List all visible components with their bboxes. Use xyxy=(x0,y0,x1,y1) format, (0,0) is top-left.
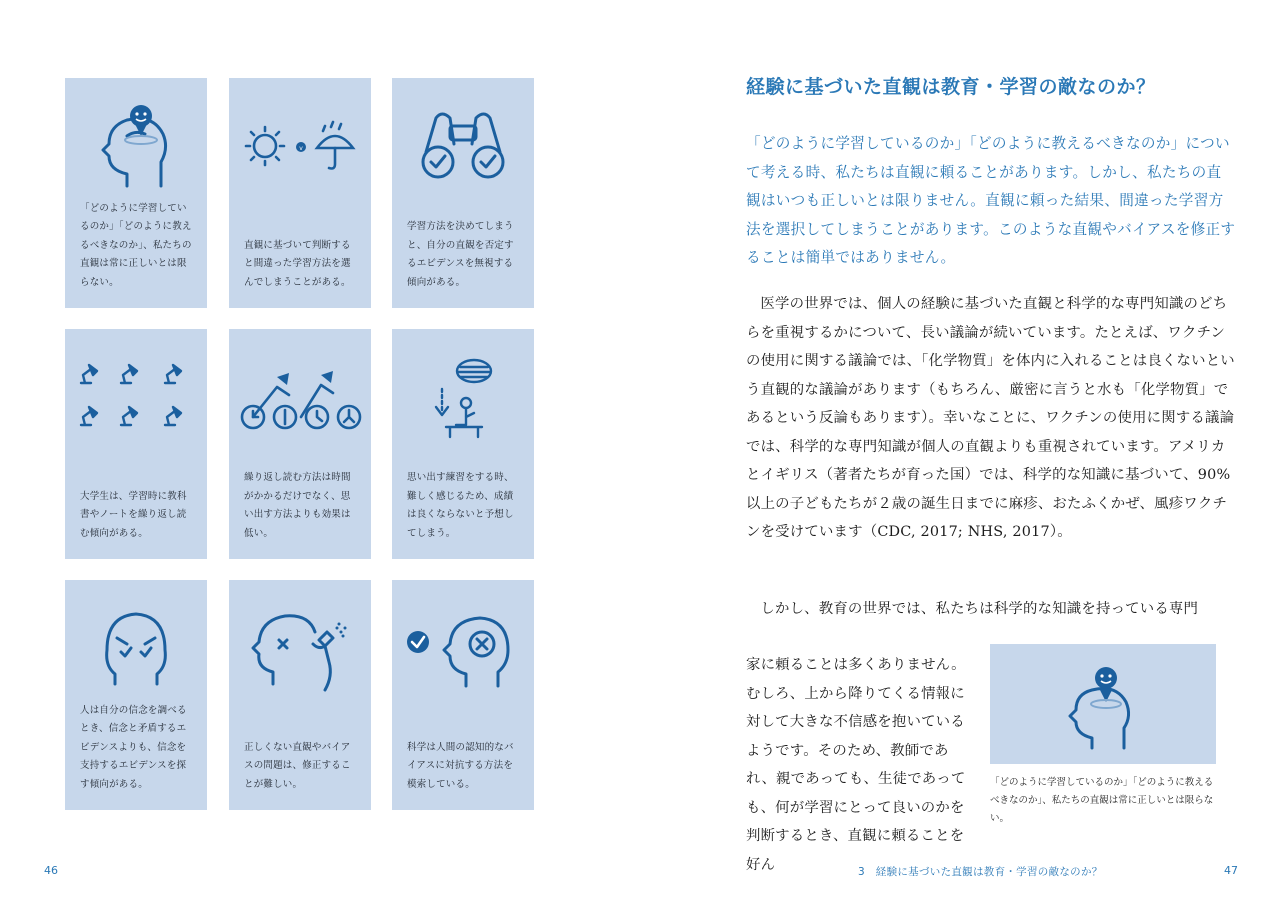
check-and-crossed-head-icon xyxy=(392,580,534,720)
card-9 xyxy=(392,580,534,810)
head-with-pin-icon xyxy=(65,78,207,218)
card-4 xyxy=(65,329,207,559)
card-3 xyxy=(392,78,534,308)
figure xyxy=(990,644,1216,764)
svg-text:v: v xyxy=(299,145,303,152)
card-1 xyxy=(65,78,207,308)
card-caption: 思い出す練習をする時、難しく感じるため、成績は良くならないと予想してしまう。 xyxy=(407,472,514,539)
head-sprayed-icon xyxy=(229,580,371,720)
card-caption: 直観に基づいて判断すると間違った学習方法を選んでしまうことがある。 xyxy=(244,239,351,288)
running-head: 3 経験に基づいた直観は教育・学習の敵なのか？ xyxy=(858,866,1103,878)
sun-vs-umbrella-icon xyxy=(229,78,371,218)
card-caption: 大学生は、学習時に教科書やノートを繰り返し読む傾向がある。 xyxy=(80,490,187,539)
desk-lamps-grid-icon xyxy=(65,329,207,469)
card-7 xyxy=(65,580,207,810)
card-5 xyxy=(229,329,371,559)
card-6 xyxy=(392,329,534,559)
card-caption: 繰り返し読む方法は時間がかかるだけでなく、思い出す方法よりも効果は低い。 xyxy=(244,472,351,539)
card-caption: 人は自分の信念を調べるとき、信念と矛盾するエビデンスよりも、信念を支持するエビデンスを探す傾向がある。 xyxy=(80,704,187,790)
head-with-pin-icon xyxy=(990,644,1216,764)
binoculars-checkmarks-icon xyxy=(392,78,534,218)
figure-caption: 「どのように学習しているのか」「どのように教えるべきなのか」、私たちの直観は常に正しいとは限らない。 xyxy=(990,777,1214,824)
head-with-check-eyes-icon xyxy=(65,580,207,720)
body-paragraph-3: 家に頼ることは多くありません。むしろ、上から降りてくる情報に対して大きな不信感を抱いているようです。そのため、教師であれ、親であっても、生徒であっても、何が学習にとって良いのかを判断するとき、直観に頼ることを好ん xyxy=(746,657,966,873)
thinking-student-at-desk-icon xyxy=(392,329,534,469)
body-paragraph-2: しかし、教育の世界では、私たちは科学的な知識を持っている専門 xyxy=(760,601,1199,617)
card-8 xyxy=(229,580,371,810)
card-caption: 科学は人間の認知的なバイアスに対抗する方法を模索している。 xyxy=(407,741,514,790)
section-heading: 経験に基づいた直観は教育・学習の敵なのか？ xyxy=(746,76,1156,98)
lead-paragraph: 「どのように学習しているのか」「どのように教えるべきなのか」について考える時、私たちは直観に頼ることがあります。しかし、私たちの直観はいつも正しいとは限りません。直観に頼った結果、間違った学習方法を選択してしまうことがあります。このような直観やバイアスを修正することは簡単ではありません。 xyxy=(746,135,1236,266)
body-paragraph-1: 医学の世界では、個人の経験に基づいた直観と科学的な専門知識のどちらを重視するかについて、長い議論が続いています。たとえば、ワクチンの使用に関する議論では、「化学物質」を体内に入れることは良くないという直観的な議論があります（もちろん、厳密に言うと水も「化学物質」であるという反論もあります）。幸いなことに、ワクチンの使用に関する議論では、科学的な専門知識が個人の直観よりも重視されています。アメリカとイギリス（著者たちが育った国）では、科学的な知識に基づいて、90%以上の子どもたちが２歳の誕生日までに麻疹、おたふくかぜ、風疹ワクチンを受けています（CDC, 2017; NHS, 2017）。 xyxy=(746,296,1235,540)
card-caption: 正しくない直観やバイアスの問題は、修正することが難しい。 xyxy=(244,741,351,790)
card-2 xyxy=(229,78,371,308)
lamps-and-clocks-icon xyxy=(229,329,371,469)
page-number-right: 47 xyxy=(1224,864,1238,877)
page-number-left: 46 xyxy=(44,864,58,877)
card-caption: 学習方法を決めてしまうと、自分の直観を否定するエビデンスを無視する傾向がある。 xyxy=(407,221,514,288)
card-caption: 「どのように学習しているのか」「どのように教えるべきなのか」、私たちの直観は常に正しいとは限らない。 xyxy=(80,202,192,288)
